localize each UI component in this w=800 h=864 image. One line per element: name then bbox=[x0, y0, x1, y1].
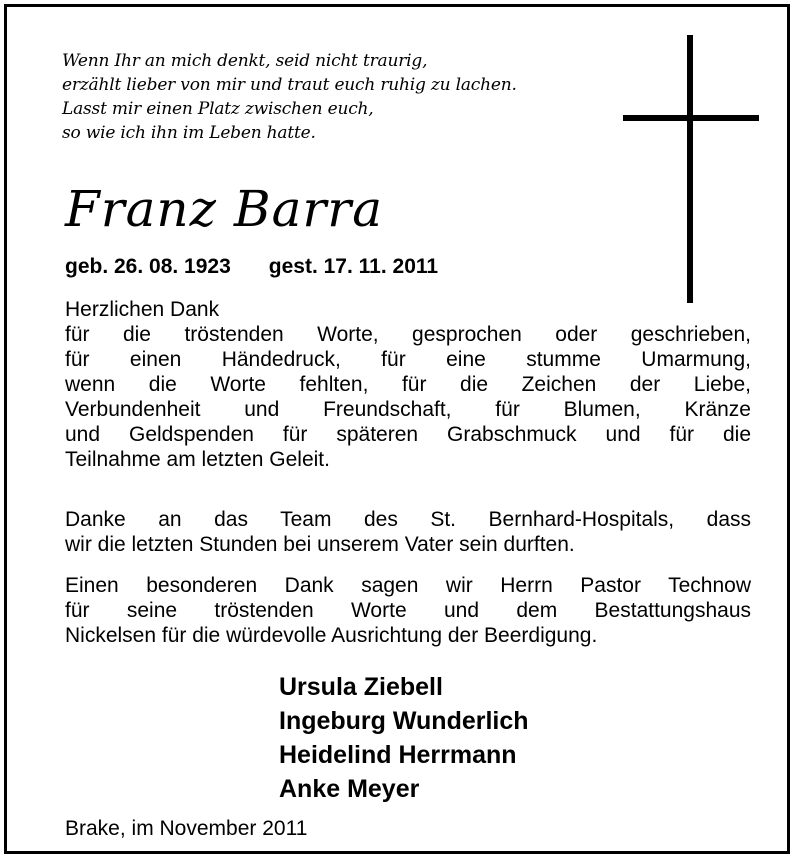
signer-name: Ingeburg Wunderlich bbox=[279, 707, 529, 735]
text-line: Nickelsen für die würdevolle Ausrichtung der Beerdigung. bbox=[65, 624, 598, 647]
signer-name: Heidelind Herrmann bbox=[279, 741, 517, 769]
text-line: Einen besonderen Dank sagen wir Herrn Pastor Technow bbox=[65, 574, 751, 597]
signers-list bbox=[279, 670, 529, 806]
text-line: für einen Händedruck, für eine stumme Umarmung, bbox=[65, 348, 751, 371]
deceased-name: Franz Barra bbox=[65, 180, 384, 238]
thanks-paragraph bbox=[65, 297, 751, 472]
text-line: Verbundenheit und Freundschaft, für Blumen, Kränze bbox=[65, 398, 751, 421]
signer-name: Ursula Ziebell bbox=[279, 673, 443, 701]
cross-icon-vertical bbox=[687, 35, 693, 303]
text-line: Herzlichen Dank bbox=[65, 298, 220, 321]
text-line: wenn die Worte fehlten, für die Zeichen der Liebe, bbox=[65, 373, 751, 396]
poem-line: Lasst mir einen Platz zwischen euch, bbox=[62, 99, 374, 119]
place-date: Brake, im November 2011 bbox=[65, 817, 308, 840]
text-line: für seine tröstenden Worte und dem Bestattungshaus bbox=[65, 599, 751, 622]
text-line: wir die letzten Stunden bei unserem Vater sein durften. bbox=[65, 533, 575, 556]
poem bbox=[62, 49, 517, 145]
text-line: Teilnahme am letzten Geleit. bbox=[65, 448, 330, 471]
poem-line: erzählt lieber von mir und traut euch ruhig zu lachen. bbox=[62, 75, 517, 95]
notice-frame bbox=[4, 4, 790, 854]
text-line: für die tröstenden Worte, gesprochen oder geschrieben, bbox=[65, 323, 751, 346]
text-line: Danke an das Team des St. Bernhard-Hospitals, dass bbox=[65, 508, 751, 531]
poem-line: so wie ich ihn im Leben hatte. bbox=[62, 123, 316, 143]
text-line: und Geldspenden für späteren Grabschmuck und für die bbox=[65, 423, 751, 446]
birth-date: geb. 26. 08. 1923 bbox=[65, 255, 231, 278]
hospital-thanks-paragraph bbox=[65, 507, 751, 557]
signer-name: Anke Meyer bbox=[279, 775, 420, 803]
life-dates bbox=[65, 253, 438, 281]
death-date: gest. 17. 11. 2011 bbox=[268, 255, 439, 278]
cross-icon-horizontal bbox=[623, 115, 759, 121]
poem-line: Wenn Ihr an mich denkt, seid nicht traurig, bbox=[62, 51, 428, 71]
pastor-thanks-paragraph bbox=[65, 573, 751, 648]
